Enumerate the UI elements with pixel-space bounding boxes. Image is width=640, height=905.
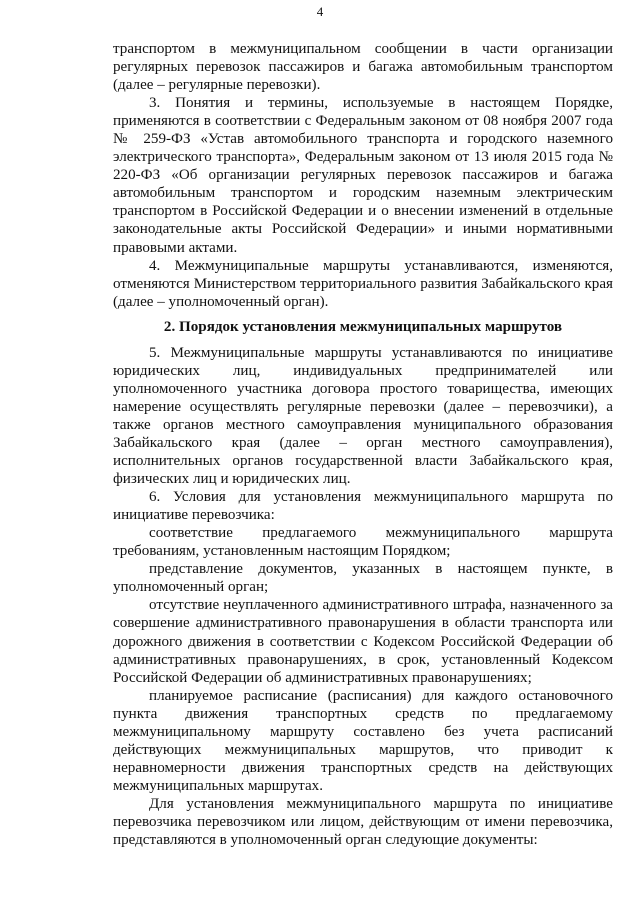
page-number: 4 (316, 4, 324, 19)
paragraph-6: 6. Условия для установления межмуниципального маршрута по инициативе перевозчика: (113, 489, 613, 524)
paragraph-6-item-4: планируемое расписание (расписания) для каждого остановочного пункта движения транспортных средств по предлагаемому межмуниципальному маршруту составлено без учета расписаний действующих межмуниципальных маршрутов, что приводит к неравномерности движения транспортных средств на действующих межмуниципальных маршрутах. (113, 687, 613, 794)
paragraph-continuation: транспортом в межмуниципальном сообщении в части организации регулярных перевозок пассажиров и багажа автомобильным транспортом (далее – регулярные перевозки). (113, 41, 613, 94)
document-body (113, 40, 613, 849)
paragraph-6-item-2: представление документов, указанных в настоящем пункте, в уполномоченный орган; (113, 561, 613, 596)
paragraph-6-item-3: отсутствие неуплаченного административного штрафа, назначенного за совершение административного правонарушения в области транспорта или дорожного движения в соответствии с Кодексом Российской Федерации об административных правонарушениях, в срок, установленный Кодексом Российской Федерации об административных правонарушениях; (113, 597, 613, 686)
paragraph-6-item-1: соответствие предлагаемого межмуниципального маршрута требованиям, установленным настоящим Порядком; (113, 525, 613, 560)
paragraph-3: 3. Понятия и термины, используемые в настоящем Порядке, применяются в соответствии с Федеральным законом от 08 ноября 2007 года № 259-ФЗ «Устав автомобильного транспорта и городского наземного электрического транспорта», Федеральным законом от 13 июля 2015 года № 220-ФЗ «Об организации регулярных перевозок пассажиров и багажа автомобильным транспортом и городским наземным электрическим транспортом в Российской Федерации и о внесении изменений в отдельные законодательные акты Российской Федерации» и иными нормативными правовыми актами. (113, 95, 613, 256)
paragraph-4: 4. Межмуниципальные маршруты устанавливаются, изменяются, отменяются Министерством территориального развития Забайкальского края (далее – уполномоченный орган). (113, 257, 613, 310)
paragraph-7: Для установления межмуниципального маршрута по инициативе перевозчика перевозчиком или лицом, действующим от имени перевозчика, представляются в уполномоченный орган следующие документы: (113, 795, 613, 849)
section-heading: 2. Порядок установления межмуниципальных маршрутов (163, 318, 563, 335)
paragraph-5: 5. Межмуниципальные маршруты устанавливаются по инициативе юридических лиц, индивидуальных предпринимателей или уполномоченного участника договора простого товарищества, имеющих намерение осуществлять регулярные перевозки (далее – перевозчики), а также органов местного самоуправления муниципального образования Забайкальского края (далее – орган местного самоуправления), исполнительных органов государственной власти Забайкальского края, физических лиц и юридических лиц. (113, 344, 613, 488)
